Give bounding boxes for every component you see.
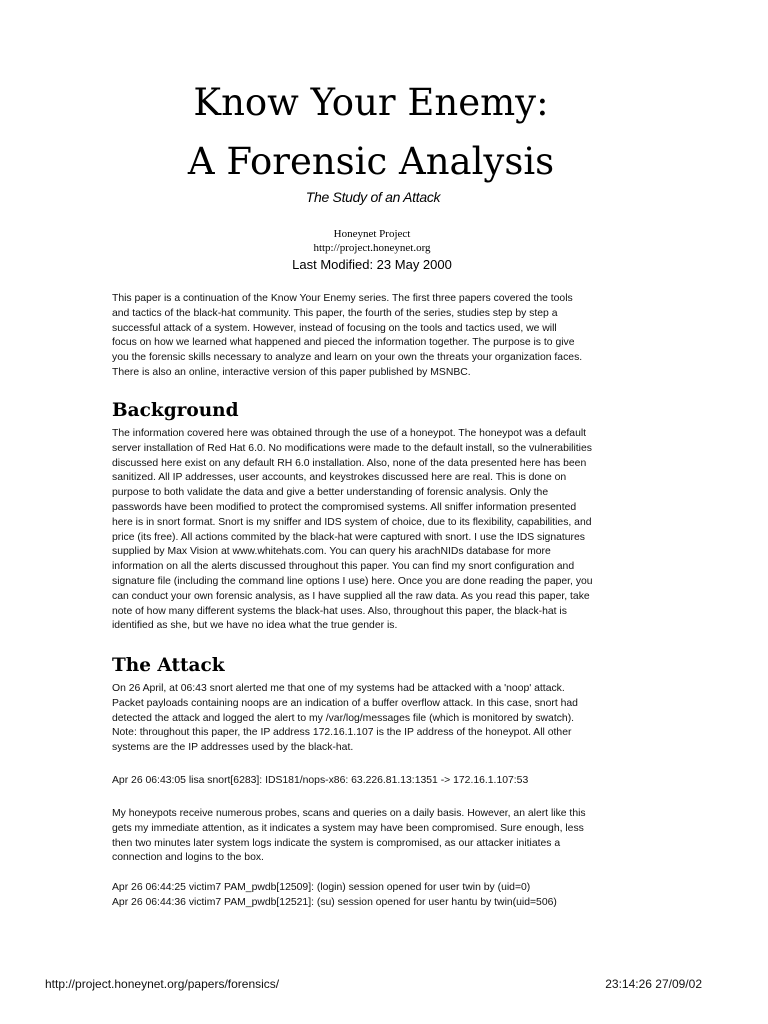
log-line: Apr 26 06:43:05 lisa snort[6283]: IDS181/nops-x86: 63.226.81.13:1351 -> 172.16.1.107:53 — [112, 775, 529, 786]
intro-paragraph — [112, 292, 638, 381]
text-line: sanitized. All IP addresses, user accounts, and keystrokes discussed here are real. This is done on — [112, 472, 567, 484]
last-modified: Last Modified: 23 May 2000 — [292, 257, 452, 272]
text-line: The information covered here was obtained through the use of a honeypot. The honeypot was a default — [112, 428, 587, 439]
text-line: can conduct your own forensic analysis, as I have supplied all the raw data. As you read this paper, take — [112, 590, 590, 602]
text-line: then two minutes later system logs indicate the system is compromised, as our attacker initiates a — [112, 837, 561, 849]
heading-background: Background — [112, 400, 239, 421]
attack-paragraph-2 — [112, 807, 638, 866]
heading-the-attack: The Attack — [112, 655, 225, 676]
text-line: successful attack of a system. However, instead of focusing on the tools and tactics used, we will — [112, 322, 557, 334]
text-line: This paper is a continuation of the Know Your Enemy series. The first three papers covered the tools — [112, 293, 573, 304]
text-line: My honeypots receive numerous probes, scans and queries on a daily basis. However, an alert like this — [112, 808, 586, 819]
project-url: http://project.honeynet.org — [313, 242, 431, 254]
text-line: signature file (including the command line options I use) here. Once you are done reading the paper, you — [112, 575, 593, 587]
footer-timestamp: 23:14:26 27/09/02 — [605, 977, 702, 991]
text-line: price (its free). All actions commited by the black-hat were captured with snort. I use the IDS signatures — [112, 531, 585, 543]
text-line: passwords have been modified to protect the compromised systems. All sniffer information presented — [112, 501, 577, 513]
title-line-2: A Forensic Analysis — [187, 140, 555, 183]
organization: Honeynet Project — [333, 228, 411, 240]
text-line: here is in snort format. Snort is my sniffer and IDS system of choice, due to its flexibility, capabilities, and — [112, 516, 592, 528]
text-line: Packet payloads containing noops are an indication of a buffer overflow attack. In this case, snort had — [112, 697, 578, 709]
title-line-1: Know Your Enemy: — [193, 81, 549, 124]
footer-url: http://project.honeynet.org/papers/forensics/ — [45, 977, 280, 991]
text-line: systems are the IP addresses used by the black-hat. — [112, 742, 354, 754]
text-line: gets my immediate attention, as it indicates a system may have been compromised. Sure enough, less — [112, 822, 584, 834]
text-line: On 26 April, at 06:43 snort alerted me that one of my systems had be attacked with a 'noop' attack. — [112, 683, 565, 694]
text-line: detected the attack and logged the alert to my /var/log/messages file (which is monitored by swatch). — [112, 712, 575, 724]
background-paragraph — [112, 427, 638, 634]
text-line: server installation of Red Hat 6.0. No modifications were made to the default install, so the vulnerabilities — [112, 442, 592, 454]
subtitle: The Study of an Attack — [305, 189, 441, 205]
log-line: Apr 26 06:44:25 victim7 PAM_pwdb[12509]: (login) session opened for user twin by (uid=0) — [112, 882, 531, 893]
text-line: There is also an online, interactive version of this paper published by MSNBC. — [112, 366, 471, 378]
attack-paragraph-1 — [112, 682, 638, 756]
log-line: Apr 26 06:44:36 victim7 PAM_pwdb[12521]: (su) session opened for user hantu by twin(uid=506) — [112, 896, 557, 908]
text-line: Note: throughout this paper, the IP address 172.16.1.107 is the IP address of the honeypot. All other — [112, 727, 572, 739]
log-entries-pam — [112, 881, 638, 911]
text-line: identified as she, but we have no idea what the true gender is. — [112, 620, 398, 632]
text-line: focus on how we learned what happened and pieced the information together. The purpose is to give — [112, 337, 575, 349]
text-line: information on all the alerts discussed throughout this paper. You can find my snort configuration and — [112, 561, 575, 573]
text-line: connection and logins to the box. — [112, 852, 264, 864]
text-line: and tactics of the black-hat community. This paper, the fourth of the series, studies step by step a — [112, 307, 558, 319]
text-line: note of how many different systems the black-hat uses. Also, throughout this paper, the black-hat is — [112, 605, 567, 617]
text-line: purpose to both validate the data and give a better understanding of forensic analysis. Only the — [112, 487, 549, 499]
log-entry-snort — [112, 774, 638, 789]
text-line: discussed here exist on any default RH 6.0 installation. Also, none of the data presented here has been — [112, 457, 587, 469]
text-line: you the forensic skills necessary to analyze and learn on your own the threats your organization faces. — [112, 352, 583, 364]
text-line: supplied by Max Vision at www.whitehats.com. You can query his arachNIDs database for more — [112, 546, 551, 558]
